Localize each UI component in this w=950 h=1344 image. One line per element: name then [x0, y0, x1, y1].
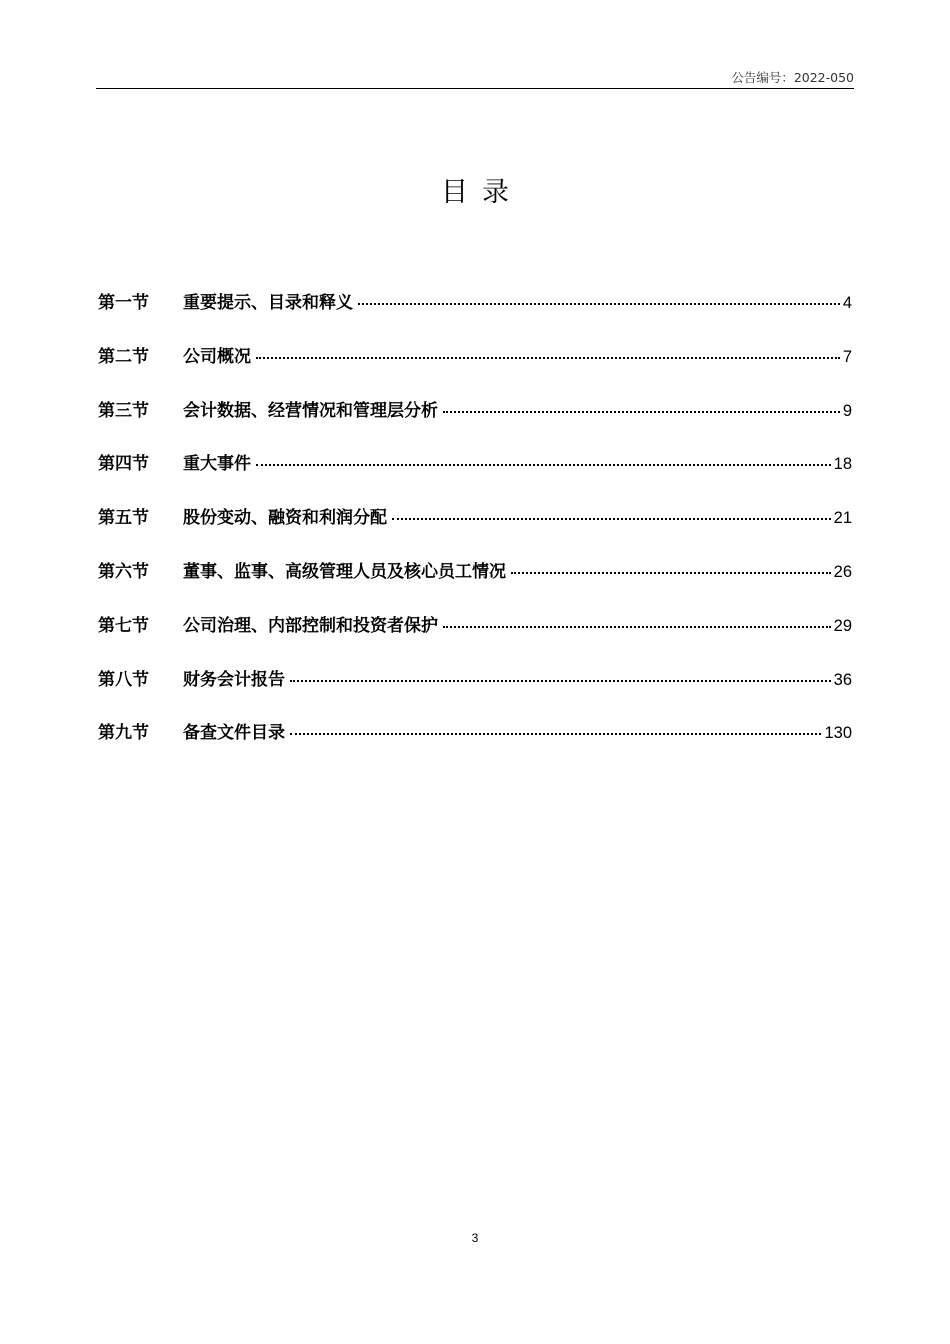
dot-leader [290, 680, 831, 682]
toc-page-number: 9 [842, 401, 852, 420]
toc-section-title: 公司概况 [183, 346, 251, 367]
page-header [96, 66, 854, 89]
page-title: 目录 [441, 177, 523, 208]
toc-section-title: 重要提示、目录和释义 [183, 293, 353, 313]
toc-page-number: 7 [842, 347, 852, 366]
dot-leader [256, 357, 840, 359]
dot-leader [358, 303, 840, 305]
toc-section-number: 第二节 [98, 346, 149, 367]
toc-section-title: 董事、监事、高级管理人员及核心员工情况 [183, 561, 506, 582]
toc-section-title: 备查文件目录 [183, 723, 285, 744]
toc-page-number: 4 [842, 294, 852, 312]
page-number: 3 [471, 1231, 479, 1245]
toc-section-number: 第五节 [98, 508, 149, 529]
toc-entry[interactable] [98, 611, 852, 665]
toc-section-number: 第八节 [98, 669, 149, 690]
toc-section-number: 第四节 [98, 454, 149, 475]
toc-section-number: 第三节 [98, 400, 149, 421]
toc-page-number: 36 [833, 670, 852, 689]
toc-entry[interactable] [98, 396, 852, 450]
dot-leader [511, 572, 831, 574]
announcement-number: 公告编号：2022-050 [731, 70, 854, 85]
toc-section-title: 重大事件 [183, 454, 251, 475]
toc-entry[interactable] [98, 449, 852, 503]
toc-section-title: 股份变动、融资和利润分配 [183, 508, 387, 529]
toc-section-number: 第九节 [98, 723, 149, 744]
toc-entry[interactable] [98, 665, 852, 719]
toc-entry[interactable] [98, 503, 852, 557]
toc-section-number: 第六节 [98, 561, 149, 582]
toc-entry[interactable] [98, 718, 852, 772]
dot-leader [290, 733, 821, 735]
toc-section-title: 公司治理、内部控制和投资者保护 [183, 615, 438, 636]
toc-page-number: 26 [833, 562, 852, 581]
toc-page-number: 18 [833, 455, 852, 474]
toc-page-number: 130 [824, 724, 852, 743]
dot-leader [256, 464, 831, 466]
table-of-contents [98, 288, 852, 772]
toc-page-number: 21 [833, 509, 852, 528]
toc-entry[interactable] [98, 342, 852, 396]
dot-leader [392, 518, 831, 520]
dot-leader [443, 411, 840, 413]
dot-leader [443, 626, 831, 628]
toc-section-number: 第七节 [98, 615, 149, 636]
toc-page-number: 29 [833, 616, 852, 635]
toc-entry[interactable] [98, 557, 852, 611]
toc-entry[interactable] [98, 288, 852, 342]
toc-section-title: 财务会计报告 [183, 669, 285, 690]
toc-section-title: 会计数据、经营情况和管理层分析 [183, 400, 438, 421]
toc-section-number: 第一节 [98, 293, 149, 313]
